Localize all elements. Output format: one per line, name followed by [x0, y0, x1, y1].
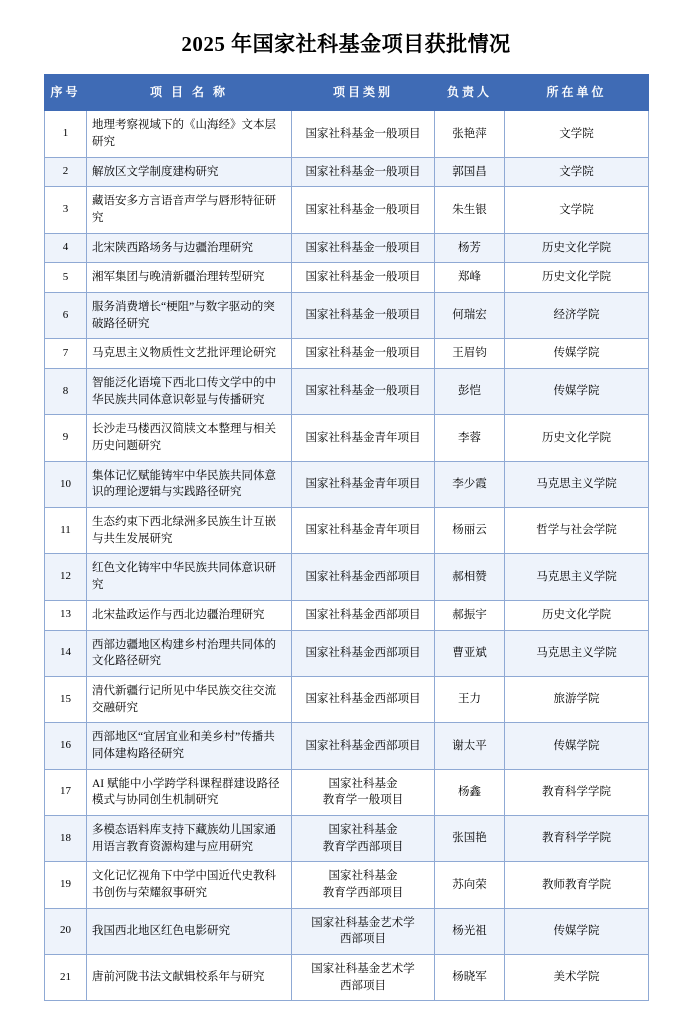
column-header-name: 项 目 名 称 — [87, 75, 292, 111]
table-row — [45, 187, 649, 233]
table-body — [45, 111, 649, 1001]
table-row — [45, 954, 649, 1000]
row-cell-category: 国家社科基金艺术学 西部项目 — [292, 908, 435, 954]
row-cell-category: 国家社科基金一般项目 — [292, 111, 435, 157]
row-cell-seq: 19 — [45, 862, 87, 908]
row-cell-unit: 马克思主义学院 — [505, 630, 649, 676]
grant-table — [44, 74, 649, 1001]
row-cell-unit: 马克思主义学院 — [505, 461, 649, 507]
row-cell-project-name: 西部地区“宜居宜业和美乡村”传播共同体建构路径研究 — [87, 723, 292, 769]
row-cell-seq: 8 — [45, 369, 87, 415]
row-cell-project-name: 藏语安多方言语音声学与唇形特征研究 — [87, 187, 292, 233]
row-cell-unit: 历史文化学院 — [505, 600, 649, 630]
row-cell-leader: 张国艳 — [435, 815, 505, 861]
table-row — [45, 723, 649, 769]
row-cell-seq: 7 — [45, 339, 87, 369]
row-cell-leader: 王力 — [435, 676, 505, 722]
row-cell-leader: 郝振宇 — [435, 600, 505, 630]
row-cell-seq: 10 — [45, 461, 87, 507]
row-cell-leader: 杨光祖 — [435, 908, 505, 954]
row-cell-category: 国家社科基金西部项目 — [292, 676, 435, 722]
table-row — [45, 630, 649, 676]
row-cell-seq: 20 — [45, 908, 87, 954]
page-title: 2025 年国家社科基金项目获批情况 — [181, 32, 511, 56]
row-cell-unit: 传媒学院 — [505, 908, 649, 954]
row-cell-leader: 王眉钧 — [435, 339, 505, 369]
row-cell-unit: 历史文化学院 — [505, 415, 649, 461]
column-header-seq: 序号 — [45, 75, 87, 111]
column-header-unit: 所在单位 — [505, 75, 649, 111]
row-cell-unit: 教育科学学院 — [505, 769, 649, 815]
row-cell-project-name: 服务消费增长“梗阻”与数字驱动的突破路径研究 — [87, 293, 292, 339]
table-row — [45, 111, 649, 157]
table-header-row — [45, 75, 649, 111]
row-cell-category: 国家社科基金 教育学西部项目 — [292, 815, 435, 861]
row-cell-category: 国家社科基金青年项目 — [292, 461, 435, 507]
row-cell-project-name: 多模态语料库支持下藏族幼儿国家通用语言教育资源构建与应用研究 — [87, 815, 292, 861]
row-cell-leader: 郝相赞 — [435, 554, 505, 600]
row-cell-seq: 15 — [45, 676, 87, 722]
row-cell-project-name: 唐前河陇书法文献辑校系年与研究 — [87, 954, 292, 1000]
table-row — [45, 293, 649, 339]
row-cell-seq: 17 — [45, 769, 87, 815]
row-cell-seq: 12 — [45, 554, 87, 600]
row-cell-seq: 13 — [45, 600, 87, 630]
row-cell-leader: 苏向荣 — [435, 862, 505, 908]
row-cell-project-name: 清代新疆行记所见中华民族交往交流交融研究 — [87, 676, 292, 722]
row-cell-category: 国家社科基金青年项目 — [292, 415, 435, 461]
row-cell-category: 国家社科基金一般项目 — [292, 187, 435, 233]
row-cell-unit: 文学院 — [505, 157, 649, 187]
row-cell-leader: 郭国昌 — [435, 157, 505, 187]
table-row — [45, 769, 649, 815]
row-cell-unit: 旅游学院 — [505, 676, 649, 722]
row-cell-project-name: AI 赋能中小学跨学科课程群建设路径模式与协同创生机制研究 — [87, 769, 292, 815]
row-cell-project-name: 我国西北地区红色电影研究 — [87, 908, 292, 954]
row-cell-leader: 李蓉 — [435, 415, 505, 461]
table-row — [45, 263, 649, 293]
row-cell-unit: 传媒学院 — [505, 723, 649, 769]
row-cell-category: 国家社科基金一般项目 — [292, 293, 435, 339]
column-header-category: 项目类别 — [292, 75, 435, 111]
row-cell-unit: 经济学院 — [505, 293, 649, 339]
row-cell-category: 国家社科基金青年项目 — [292, 508, 435, 554]
row-cell-project-name: 生态约束下西北绿洲多民族生计互嵌与共生发展研究 — [87, 508, 292, 554]
row-cell-leader: 彭恺 — [435, 369, 505, 415]
row-cell-category: 国家社科基金 教育学一般项目 — [292, 769, 435, 815]
table-row — [45, 862, 649, 908]
table-row — [45, 461, 649, 507]
row-cell-category: 国家社科基金西部项目 — [292, 554, 435, 600]
table-row — [45, 157, 649, 187]
row-cell-project-name: 马克思主义物质性文艺批评理论研究 — [87, 339, 292, 369]
row-cell-project-name: 集体记忆赋能铸牢中华民族共同体意识的理论逻辑与实践路径研究 — [87, 461, 292, 507]
row-cell-seq: 5 — [45, 263, 87, 293]
row-cell-unit: 文学院 — [505, 111, 649, 157]
row-cell-leader: 张艳萍 — [435, 111, 505, 157]
row-cell-unit: 哲学与社会学院 — [505, 508, 649, 554]
row-cell-leader: 谢太平 — [435, 723, 505, 769]
column-header-leader: 负责人 — [435, 75, 505, 111]
row-cell-seq: 18 — [45, 815, 87, 861]
row-cell-category: 国家社科基金艺术学 西部项目 — [292, 954, 435, 1000]
row-cell-category: 国家社科基金一般项目 — [292, 233, 435, 263]
row-cell-unit: 历史文化学院 — [505, 233, 649, 263]
row-cell-project-name: 湘军集团与晚清新疆治理转型研究 — [87, 263, 292, 293]
row-cell-leader: 何瑞宏 — [435, 293, 505, 339]
row-cell-seq: 3 — [45, 187, 87, 233]
row-cell-project-name: 北宋盐政运作与西北边疆治理研究 — [87, 600, 292, 630]
row-cell-project-name: 文化记忆视角下中学中国近代史教科书创伤与荣耀叙事研究 — [87, 862, 292, 908]
table-row — [45, 815, 649, 861]
row-cell-leader: 杨丽云 — [435, 508, 505, 554]
row-cell-project-name: 西部边疆地区构建乡村治理共同体的文化路径研究 — [87, 630, 292, 676]
table-row — [45, 369, 649, 415]
table-row — [45, 508, 649, 554]
table-row — [45, 233, 649, 263]
table-row — [45, 600, 649, 630]
row-cell-project-name: 地理考察视域下的《山海经》文本层研究 — [87, 111, 292, 157]
row-cell-seq: 11 — [45, 508, 87, 554]
table-row — [45, 908, 649, 954]
row-cell-leader: 杨鑫 — [435, 769, 505, 815]
row-cell-category: 国家社科基金 教育学西部项目 — [292, 862, 435, 908]
table-row — [45, 339, 649, 369]
row-cell-unit: 传媒学院 — [505, 339, 649, 369]
row-cell-category: 国家社科基金西部项目 — [292, 723, 435, 769]
row-cell-unit: 美术学院 — [505, 954, 649, 1000]
table-row — [45, 554, 649, 600]
row-cell-category: 国家社科基金一般项目 — [292, 339, 435, 369]
row-cell-category: 国家社科基金西部项目 — [292, 630, 435, 676]
row-cell-seq: 4 — [45, 233, 87, 263]
row-cell-unit: 教育科学学院 — [505, 815, 649, 861]
row-cell-unit: 教师教育学院 — [505, 862, 649, 908]
row-cell-seq: 2 — [45, 157, 87, 187]
row-cell-seq: 16 — [45, 723, 87, 769]
row-cell-unit: 历史文化学院 — [505, 263, 649, 293]
row-cell-category: 国家社科基金一般项目 — [292, 369, 435, 415]
row-cell-leader: 朱生银 — [435, 187, 505, 233]
row-cell-category: 国家社科基金一般项目 — [292, 263, 435, 293]
row-cell-seq: 6 — [45, 293, 87, 339]
row-cell-unit: 文学院 — [505, 187, 649, 233]
row-cell-seq: 21 — [45, 954, 87, 1000]
row-cell-leader: 李少霞 — [435, 461, 505, 507]
row-cell-project-name: 北宋陕西路场务与边疆治理研究 — [87, 233, 292, 263]
row-cell-seq: 1 — [45, 111, 87, 157]
row-cell-unit: 马克思主义学院 — [505, 554, 649, 600]
row-cell-project-name: 长沙走马楼西汉简牍文本整理与相关历史问题研究 — [87, 415, 292, 461]
row-cell-project-name: 解放区文学制度建构研究 — [87, 157, 292, 187]
row-cell-project-name: 红色文化铸牢中华民族共同体意识研究 — [87, 554, 292, 600]
table-row — [45, 676, 649, 722]
row-cell-leader: 曹亚斌 — [435, 630, 505, 676]
row-cell-project-name: 智能泛化语境下西北口传文学中的中华民族共同体意识彰显与传播研究 — [87, 369, 292, 415]
row-cell-category: 国家社科基金西部项目 — [292, 600, 435, 630]
table-row — [45, 415, 649, 461]
row-cell-category: 国家社科基金一般项目 — [292, 157, 435, 187]
row-cell-unit: 传媒学院 — [505, 369, 649, 415]
row-cell-seq: 9 — [45, 415, 87, 461]
table-header — [45, 75, 649, 111]
row-cell-seq: 14 — [45, 630, 87, 676]
row-cell-leader: 郑峰 — [435, 263, 505, 293]
row-cell-leader: 杨芳 — [435, 233, 505, 263]
row-cell-leader: 杨晓军 — [435, 954, 505, 1000]
